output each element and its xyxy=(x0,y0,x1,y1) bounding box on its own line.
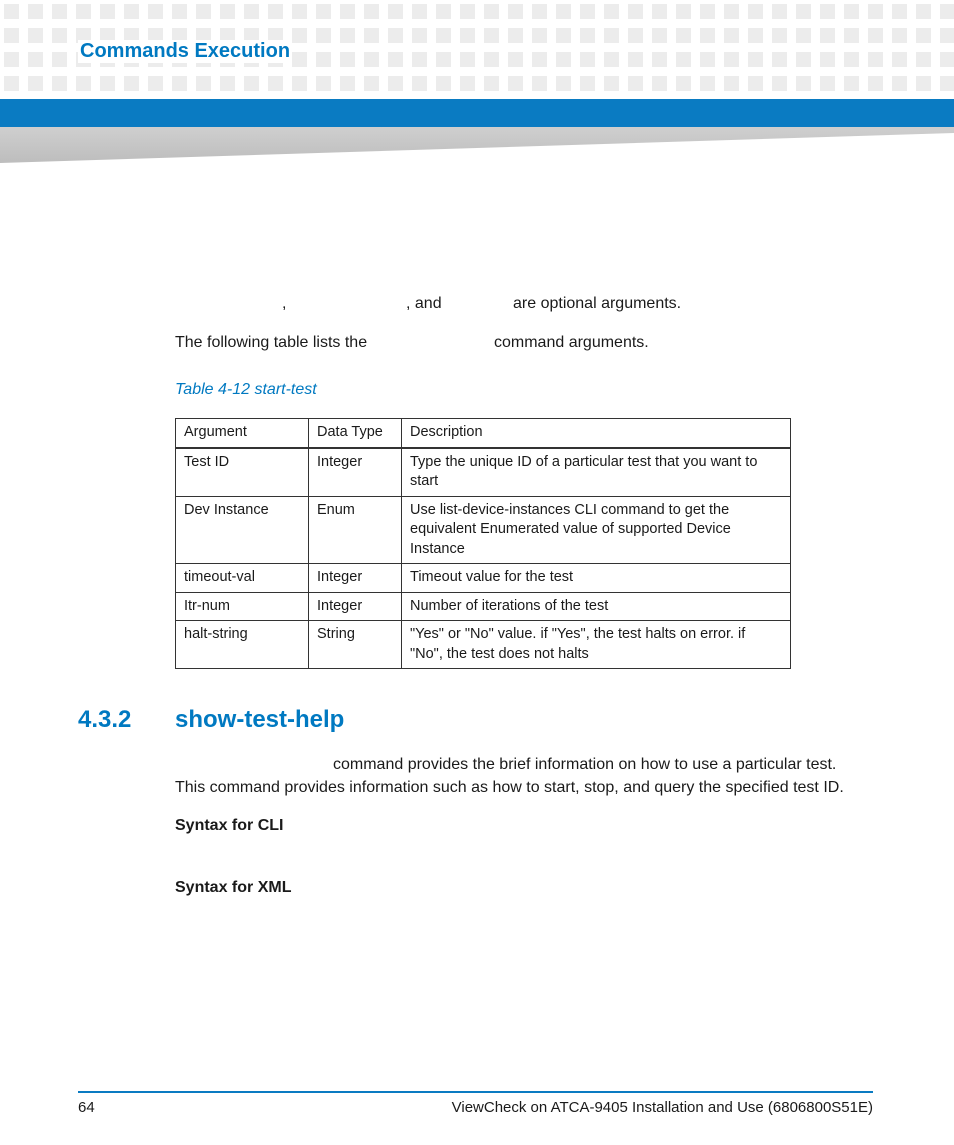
table-header-row xyxy=(176,419,791,448)
table-row xyxy=(176,448,791,497)
table-intro-text-tail: command arguments. xyxy=(494,334,649,351)
page-number: 64 xyxy=(78,1099,95,1116)
cell-description: Use list-device-instances CLI command to get the equivalent Enumerated value of supported Device Instance xyxy=(402,496,791,564)
cell-data-type: Integer xyxy=(309,448,402,497)
section-number: 4.3.2 xyxy=(78,706,132,733)
cell-description: "Yes" or "No" value. if "Yes", the test halts on error. if "No", the test does not halts xyxy=(402,621,791,669)
table-row xyxy=(176,564,791,593)
cell-argument: Itr-num xyxy=(176,592,309,621)
cell-description: Timeout value for the test xyxy=(402,564,791,593)
cell-description: Type the unique ID of a particular test that you want to start xyxy=(402,448,791,497)
column-header-description: Description xyxy=(402,419,791,448)
table-intro-text: The following table lists the xyxy=(175,334,368,351)
arguments-table xyxy=(175,418,791,669)
section-title: show-test-help xyxy=(175,706,345,733)
cell-argument: halt-string xyxy=(176,621,309,669)
syntax-cli-heading: Syntax for CLI xyxy=(175,817,284,834)
footer-rule xyxy=(78,1091,873,1093)
table-caption: Table 4-12 start-test xyxy=(175,381,317,398)
optional-args-text: are optional arguments. xyxy=(513,295,682,312)
optional-comma: , xyxy=(282,295,287,312)
header-band xyxy=(0,99,954,127)
cell-data-type: Integer xyxy=(309,592,402,621)
cell-argument: timeout-val xyxy=(176,564,309,593)
table-row xyxy=(176,496,791,564)
cell-argument: Dev Instance xyxy=(176,496,309,564)
section-description-line1: command provides the brief information on how to use a particular test. xyxy=(333,756,837,773)
column-header-data-type: Data Type xyxy=(309,419,402,448)
optional-and: , and xyxy=(406,295,442,312)
section-description-line2: This command provides information such as how to start, stop, and query the specified test ID. xyxy=(175,779,844,796)
cell-data-type: Integer xyxy=(309,564,402,593)
table-row xyxy=(176,592,791,621)
cell-data-type: Enum xyxy=(309,496,402,564)
syntax-xml-heading: Syntax for XML xyxy=(175,879,292,896)
cell-description: Number of iterations of the test xyxy=(402,592,791,621)
header-swoosh xyxy=(0,127,954,163)
cell-argument: Test ID xyxy=(176,448,309,497)
table-row xyxy=(176,621,791,669)
document-title: ViewCheck on ATCA-9405 Installation and Use (6806800S51E) xyxy=(451,1099,873,1116)
cell-data-type: String xyxy=(309,621,402,669)
chapter-title: Commands Execution xyxy=(80,40,291,62)
column-header-argument: Argument xyxy=(176,419,309,448)
